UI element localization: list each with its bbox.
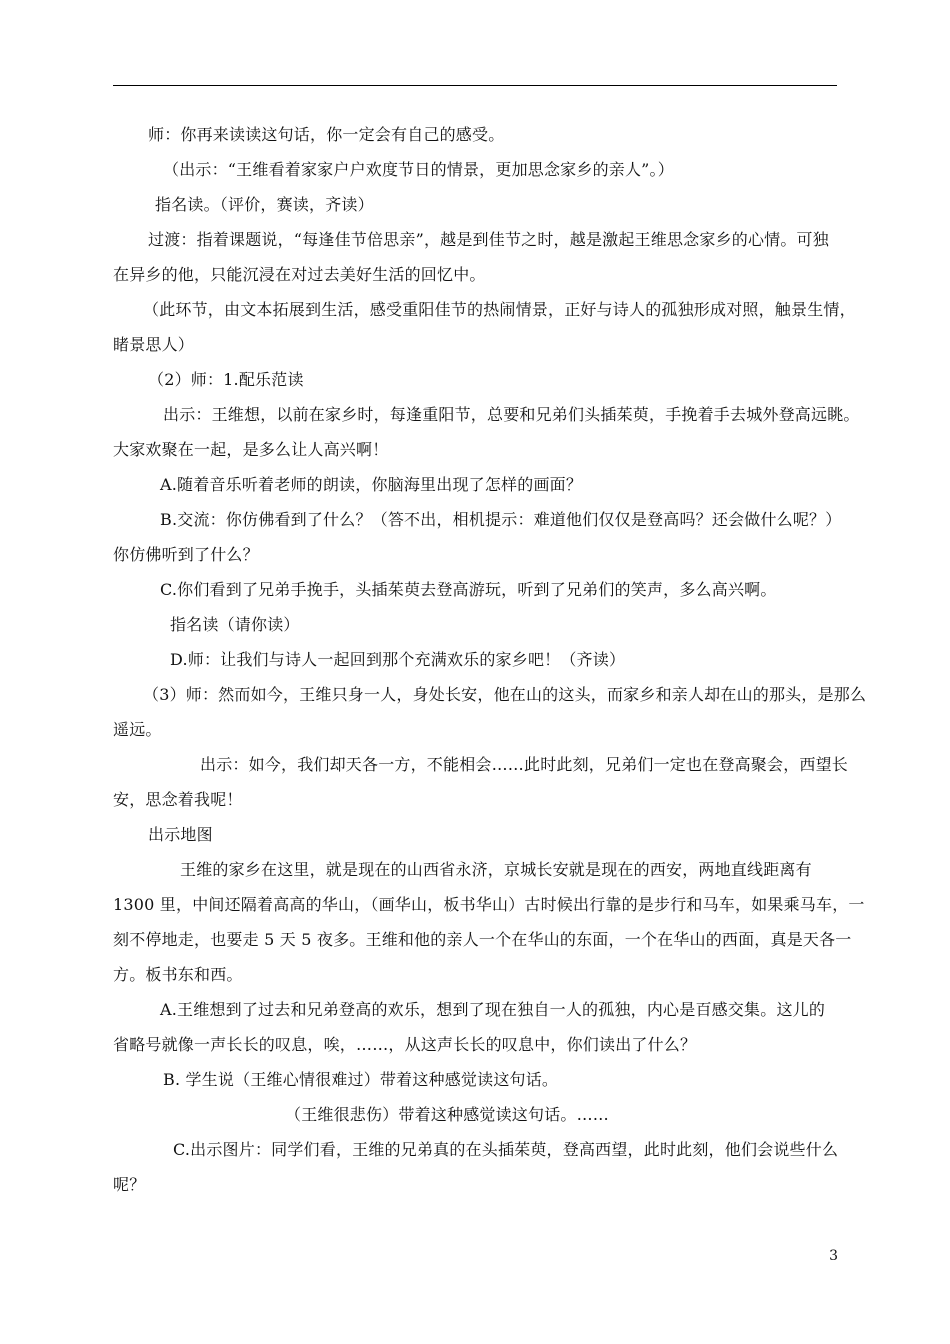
text-line: A.王维想到了过去和兄弟登高的欢乐，想到了现在独自一人的孤独，内心是百感交集。这儿的: [160, 1000, 826, 1019]
text-line: 王维的家乡在这里，就是现在的山西省永济，京城长安就是现在的西安，两地直线距离有: [180, 860, 812, 879]
text-line: 过渡：指着课题说，“每逢佳节倍思亲”，越是到佳节之时，越是激起王维思念家乡的心情。可独: [148, 230, 829, 249]
text-line: C.你们看到了兄弟手挽手，头插茱萸去登高游玩，听到了兄弟们的笑声，多么高兴啊。: [160, 580, 777, 599]
text-line: 在异乡的他，只能沉浸在对过去美好生活的回忆中。: [113, 265, 486, 284]
text-line: （2）师：1.配乐范读: [148, 370, 304, 389]
text-line: 出示地图: [148, 825, 213, 844]
text-line: 师：你再来读读这句话，你一定会有自己的感受。: [148, 125, 505, 144]
text-line: 睹景思人）: [113, 335, 195, 354]
header-rule: [113, 85, 837, 86]
text-line: 省略号就像一声长长的叹息，唉，……，从这声长长的叹息中，你们读出了什么？: [113, 1035, 697, 1054]
text-line: 1300 里，中间还隔着高高的华山，（画华山，板书华山）古时候出行靠的是步行和马车，如果乘马车，一: [113, 895, 865, 914]
text-line: 指名读（请你读）: [170, 615, 300, 634]
text-line: （王维很悲伤）带着这种感觉读这句话。……: [285, 1105, 610, 1124]
text-line: 刻不停地走，也要走 5 天 5 夜多。王维和他的亲人一个在华山的东面，一个在华山的西面，真是天各一: [113, 930, 852, 949]
text-line: D.师：让我们与诗人一起回到那个充满欢乐的家乡吧！（齐读）: [170, 650, 626, 669]
text-line: 指名读。（评价，赛读，齐读）: [155, 195, 374, 214]
text-line: 方。板书东和西。: [113, 965, 243, 984]
text-line: （出示：“王维看着家家户户欢度节日的情景，更加思念家乡的亲人”。）: [163, 160, 674, 179]
page-number: 3: [829, 1248, 838, 1264]
text-line: B. 学生说（王维心情很难过）带着这种感觉读这句话。: [163, 1070, 559, 1089]
text-line: （3）师：然而如今，王维只身一人，身处长安，他在山的这头，而家乡和亲人却在山的那头，是那么: [143, 685, 867, 704]
text-line: 遥远。: [113, 720, 162, 739]
text-line: 出示：王维想，以前在家乡时，每逢重阳节，总要和兄弟们头插茱萸，手挽着手去城外登高远眺。: [163, 405, 860, 424]
text-line: 你仿佛听到了什么？: [113, 545, 259, 564]
text-line: 大家欢聚在一起，是多么让人高兴啊！: [113, 440, 389, 459]
text-line: 呢？: [113, 1175, 146, 1194]
text-line: 出示：如今，我们却天各一方，不能相会……此时此刻，兄弟们一定也在登高聚会，西望长: [200, 755, 849, 774]
text-line: 安，思念着我呢！: [113, 790, 243, 809]
text-line: C.出示图片：同学们看，王维的兄弟真的在头插茱萸，登高西望，此时此刻，他们会说些什么: [173, 1140, 839, 1159]
text-line: A.随着音乐听着老师的朗读，你脑海里出现了怎样的画面？: [160, 475, 583, 494]
text-line: B.交流：你仿佛看到了什么？（答不出，相机提示：难道他们仅仅是登高吗？还会做什么呢？）: [160, 510, 842, 529]
text-line: （此环节，由文本拓展到生活，感受重阳佳节的热闹情景，正好与诗人的孤独形成对照，触景生情，: [143, 300, 856, 319]
